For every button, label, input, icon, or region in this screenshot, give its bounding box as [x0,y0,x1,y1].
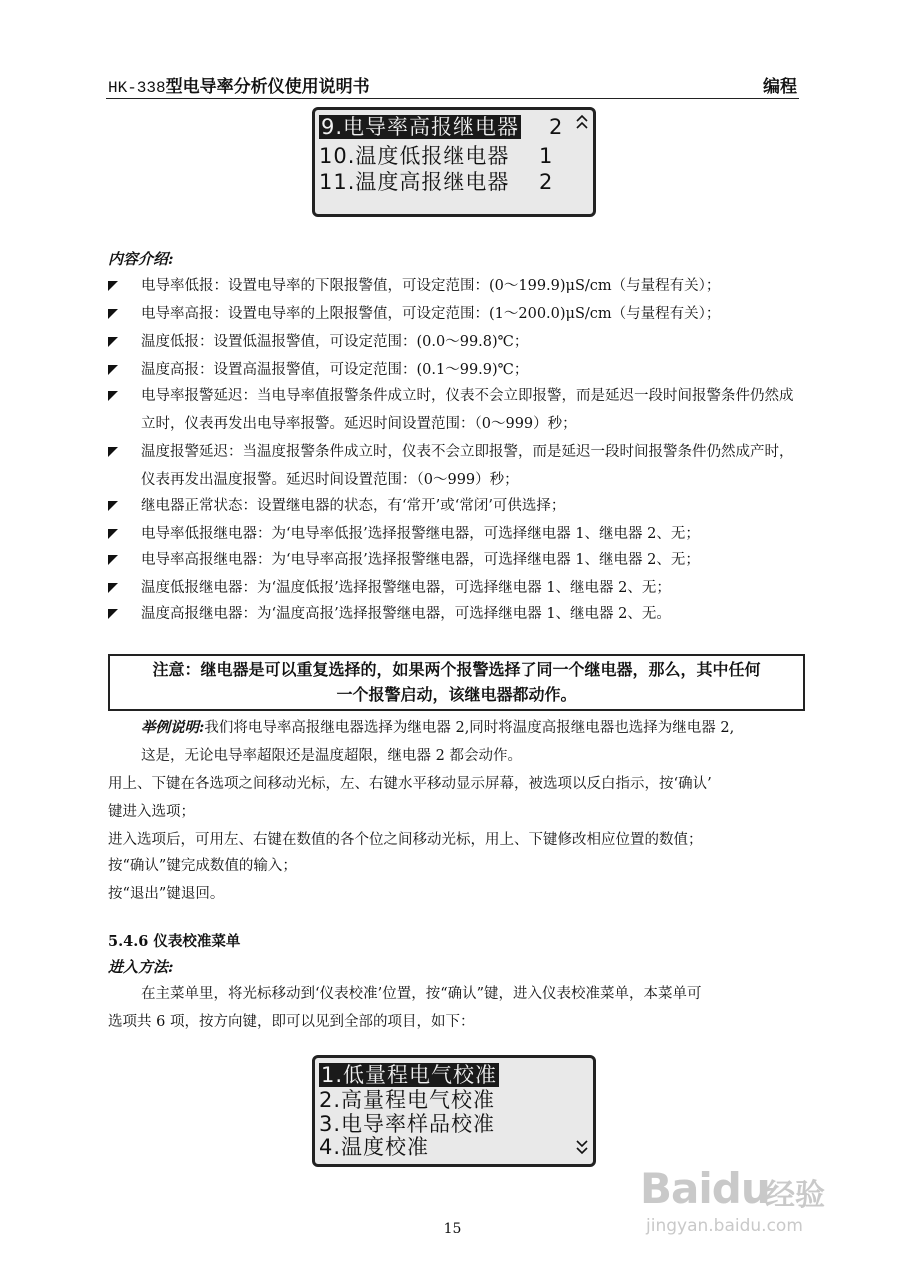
section-desc-line-1: 在主菜单里，将光标移动到‘仪表校准’位置，按“确认”键，进入仪表校准菜单，本菜单可 [141,986,702,1002]
section-heading: 5.4.6 仪表校准菜单 [108,933,241,950]
double-down-arrow-icon [575,1138,589,1159]
instruction-line: 键进入选项； [108,804,195,820]
lcd-row-3 [319,168,509,196]
instruction-line: 进入选项后，可用左、右键在数值的各个位之间移动光标，用上、下键修改相应位置的数值； [108,832,703,848]
lcd-row-label: 1.低量程电气校准 [321,1063,498,1087]
lcd-row-2 [319,142,509,170]
example-line-2: 这是，无论电导率超限还是温度超限，继电器 2 都会动作。 [141,748,522,764]
lcd-row-label: 11.温度高报继电器 [319,170,510,194]
page-number: 15 [443,1221,462,1237]
instruction-line: 按“确认”键完成数值的输入； [108,858,297,874]
example-label: 举例说明: [141,719,205,736]
example-line-1: 我们将电导率高报继电器选择为继电器 2,同时将温度高报继电器也选择为继电器 2, [204,720,735,736]
lcd-row-value: 2 [539,170,553,194]
baidu-watermark [640,1160,860,1250]
lcd-row-4 [319,1133,429,1161]
instruction-line: 用上、下键在各选项之间移动光标，左、右键水平移动显示屏幕，被选项以反白指示，按‘确认’ [108,776,712,792]
header-title [108,72,370,97]
header-title-text: 型电导率分析仪使用说明书 [165,77,370,97]
watermark-brand-cn: 经验 [765,1178,825,1213]
lcd-row-label: 4.温度校准 [319,1135,430,1159]
double-up-arrow-icon [575,113,589,134]
note-line-1: 注意：继电器是可以重复选择的，如果两个报警选择了同一个继电器，那么，其中任何 [152,660,761,679]
page-header [106,68,799,99]
lcd-row-label: 2.高量程电气校准 [319,1088,496,1112]
lcd-row-label: 3.电导率样品校准 [319,1112,496,1136]
header-section: 编程 [763,77,797,97]
lcd-screen-calibration-menu [312,1055,596,1167]
lcd-row-value: 1 [539,144,553,168]
lcd-row-1 [319,1061,499,1089]
entry-method-label: 进入方法: [108,958,174,976]
lcd-row-label: 9.电导率高报继电器 [321,115,520,139]
example-paragraph [141,714,806,742]
note-box [108,654,805,711]
lcd-row-value: 2 [549,115,563,139]
header-model: HK-338 [108,79,166,97]
note-line-2: 一个报警启动，该继电器都动作。 [336,685,577,704]
lcd-screen-alarm-relays [312,107,596,217]
watermark-brand: Baidu [640,1164,770,1213]
lcd-row-1 [319,113,521,141]
section-desc-line-2: 选项共 6 项，按方向键，即可以见到全部的项目，如下： [108,1014,475,1030]
lcd-row-label: 10.温度低报继电器 [319,144,510,168]
instruction-line: 按“退出”键退回。 [108,886,225,902]
watermark-url: jingyan.baidu.com [646,1216,803,1236]
content-intro-title: 内容介绍: [108,250,174,268]
